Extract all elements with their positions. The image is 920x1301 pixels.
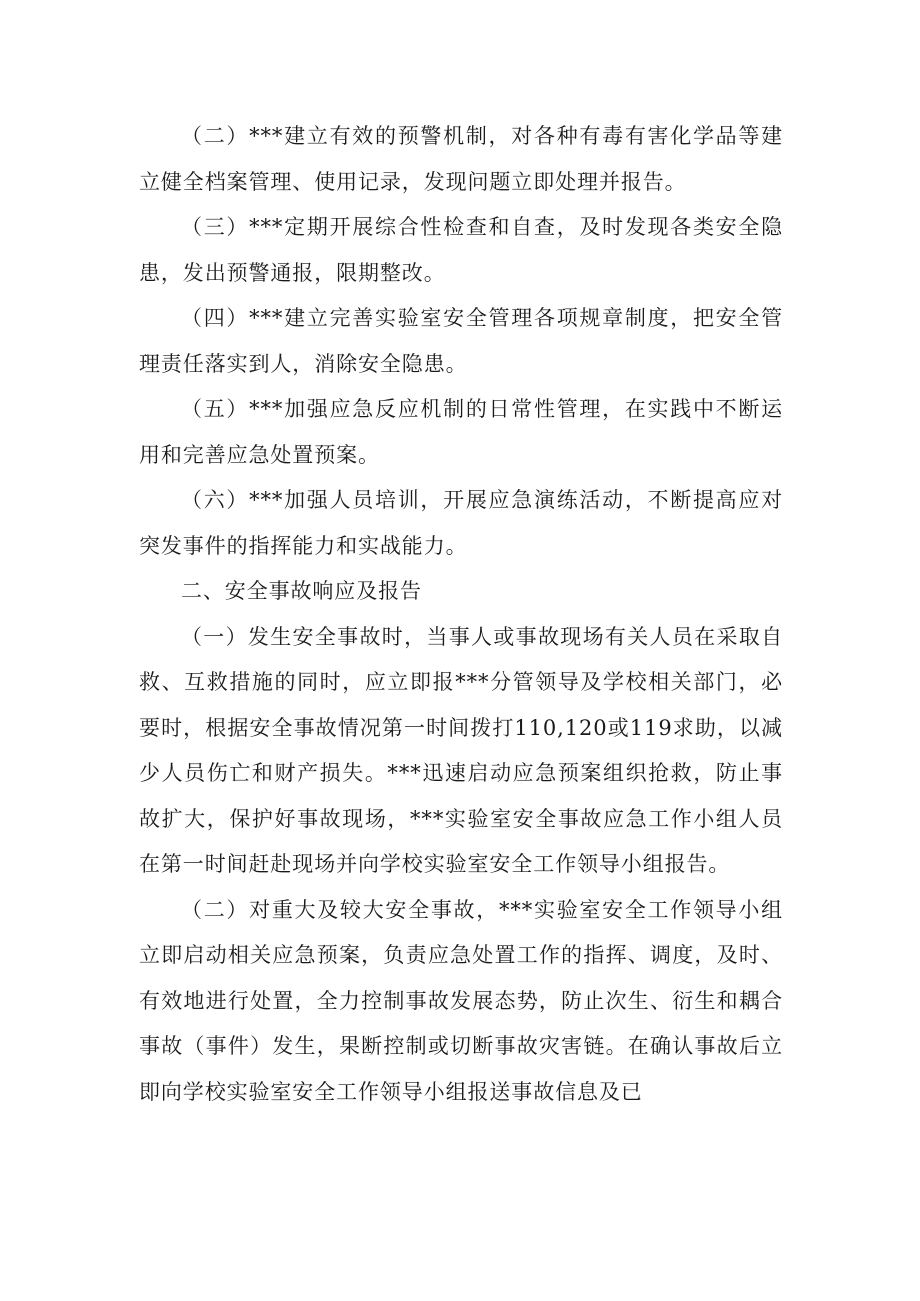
- section-heading: 二、安全事故响应及报告: [181, 579, 422, 603]
- paragraph-management-rules: （四）***建立完善实验室安全管理各项规章制度，把安全管理责任落实到人，消除安全隐患。: [139, 306, 783, 376]
- paragraph-personnel-training: （六）***加强人员培训，开展应急演练活动，不断提高应对突发事件的指挥能力和实战能力。: [139, 488, 783, 558]
- paragraph-regular-inspection: （三）***定期开展综合性检查和自查，及时发现各类安全隐患，发出预警通报，限期整改。: [139, 215, 783, 285]
- paragraph-major-accident: （二）对重大及较大安全事故，***实验室安全工作领导小组立即启动相关应急预案，负责应急处置工作的指挥、调度，及时、有效地进行处置，全力控制事故发展态势，防止次生、衍生和耦合事故（事件）发生，果断控制或切断事故灾害链。在确认事故后立即向学校实验室安全工作领导小组报送事故信息及已: [139, 897, 783, 1104]
- document-body: [139, 114, 783, 1115]
- paragraph-warning-mechanism: （二）***建立有效的预警机制，对各种有毒有害化学品等建立健全档案管理、使用记录，发现问题立即处理并报告。: [139, 124, 783, 194]
- paragraph-emergency-mechanism: （五）***加强应急反应机制的日常性管理，在实践中不断运用和完善应急处置预案。: [139, 397, 783, 467]
- paragraph-accident-response: （一）发生安全事故时，当事人或事故现场有关人员在采取自救、互救措施的同时，应立即报***分管领导及学校相关部门，必要时，根据安全事故情况第一时间拨打110,120或119求助，以减少人员伤亡和财产损失。***迅速启动应急预案组织抢救，防止事故扩大，保护好事故现场，***实验室安全事故应急工作小组人员在第一时间赶赴现场并向学校实验室安全工作领导小组报告。: [139, 624, 783, 876]
